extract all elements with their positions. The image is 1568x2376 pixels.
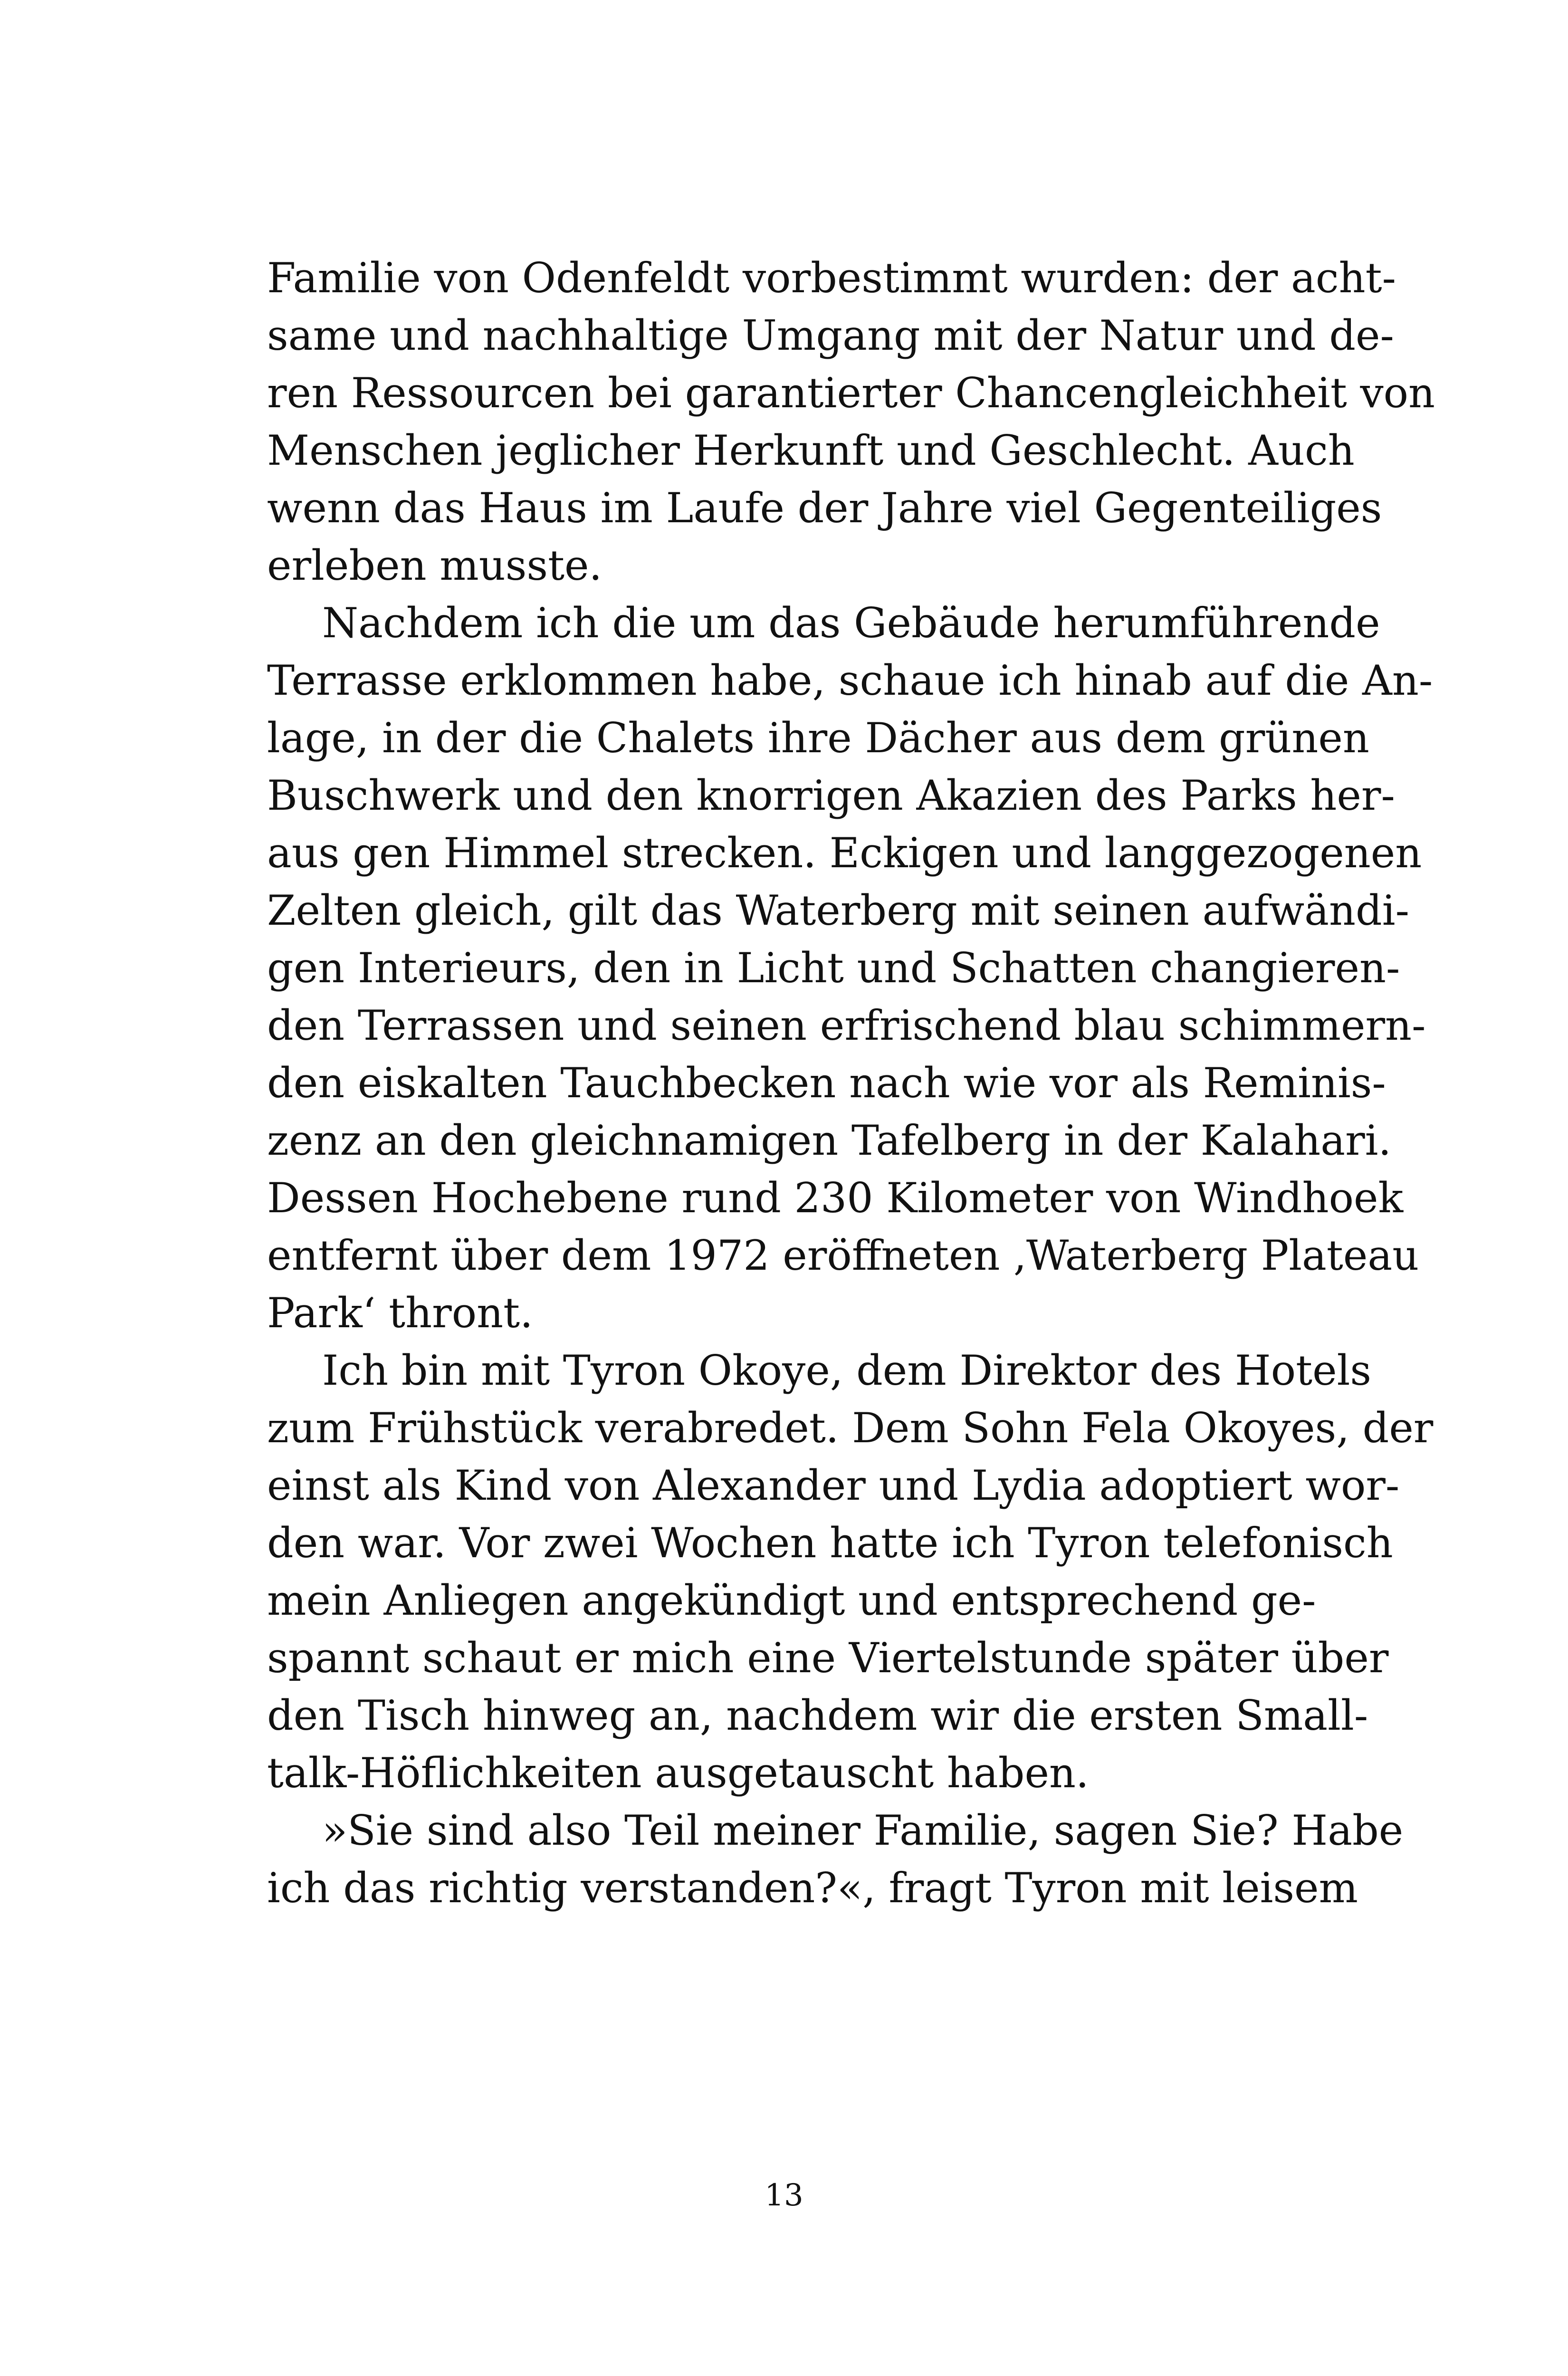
- text-line: wenn das Haus im Laufe der Jahre viel Gegenteiliges: [267, 484, 1382, 532]
- text-line: zum Frühstück verabredet. Dem Sohn Fela Okoyes, der: [267, 1404, 1434, 1452]
- text-line: entfernt über dem 1972 eröffneten ‚Waterberg Plateau: [267, 1231, 1419, 1280]
- text-line: same und nachhaltige Umgang mit der Natur und de-: [267, 311, 1394, 360]
- paragraph: [267, 594, 1433, 1342]
- text-line: Menschen jeglicher Herkunft und Geschlecht. Auch: [267, 426, 1355, 475]
- text-line: den war. Vor zwei Wochen hatte ich Tyron telefonisch: [267, 1519, 1393, 1567]
- text-line: lage, in der die Chalets ihre Dächer aus dem grünen: [267, 714, 1369, 762]
- text-line: einst als Kind von Alexander und Lydia adoptiert wor-: [267, 1461, 1400, 1510]
- page-number: 13: [765, 2178, 803, 2213]
- text-line: den eiskalten Tauchbecken nach wie vor als Reminis-: [267, 1059, 1386, 1107]
- text-line: Zelten gleich, gilt das Waterberg mit seinen aufwändi-: [267, 886, 1409, 935]
- text-line: mein Anliegen angekündigt und entsprechend ge-: [267, 1576, 1316, 1625]
- paragraph: [267, 1802, 1404, 1917]
- text-line: talk-Höflichkeiten ausgetauscht haben.: [267, 1749, 1089, 1797]
- text-line: erleben musste.: [267, 541, 602, 590]
- text-line: Dessen Hochebene rund 230 Kilometer von Windhoek: [267, 1174, 1404, 1222]
- text-line: spannt schaut er mich eine Viertelstunde später über: [267, 1634, 1389, 1682]
- text-line: zenz an den gleichnamigen Tafelberg in der Kalahari.: [267, 1116, 1392, 1165]
- text-line: aus gen Himmel strecken. Eckigen und langgezogenen: [267, 829, 1422, 877]
- text-line: Familie von Odenfeldt vorbestimmt wurden: der acht-: [267, 254, 1396, 302]
- text-line: »Sie sind also Teil meiner Familie, sagen Sie? Habe: [322, 1806, 1404, 1855]
- paragraph: [267, 1342, 1434, 1802]
- text-line: den Tisch hinweg an, nachdem wir die ersten Small-: [267, 1691, 1368, 1740]
- text-line: ren Ressourcen bei garantierter Chancengleichheit von: [267, 369, 1435, 417]
- text-line: Nachdem ich die um das Gebäude herumführende: [322, 599, 1380, 647]
- text-line: Buschwerk und den knorrigen Akazien des Parks her-: [267, 771, 1395, 820]
- text-line: Terrasse erklommen habe, schaue ich hinab auf die An-: [267, 656, 1433, 705]
- paragraph: [267, 249, 1435, 594]
- text-line: ich das richtig verstanden?«, fragt Tyron mit leisem: [267, 1864, 1358, 1912]
- text-line: Ich bin mit Tyron Okoye, dem Direktor des Hotels: [322, 1346, 1372, 1395]
- body-text: [267, 249, 1435, 1917]
- text-line: gen Interieurs, den in Licht und Schatten changieren-: [267, 944, 1400, 992]
- text-line: Park‘ thront.: [267, 1289, 533, 1337]
- text-line: den Terrassen und seinen erfrischend blau schimmern-: [267, 1001, 1426, 1050]
